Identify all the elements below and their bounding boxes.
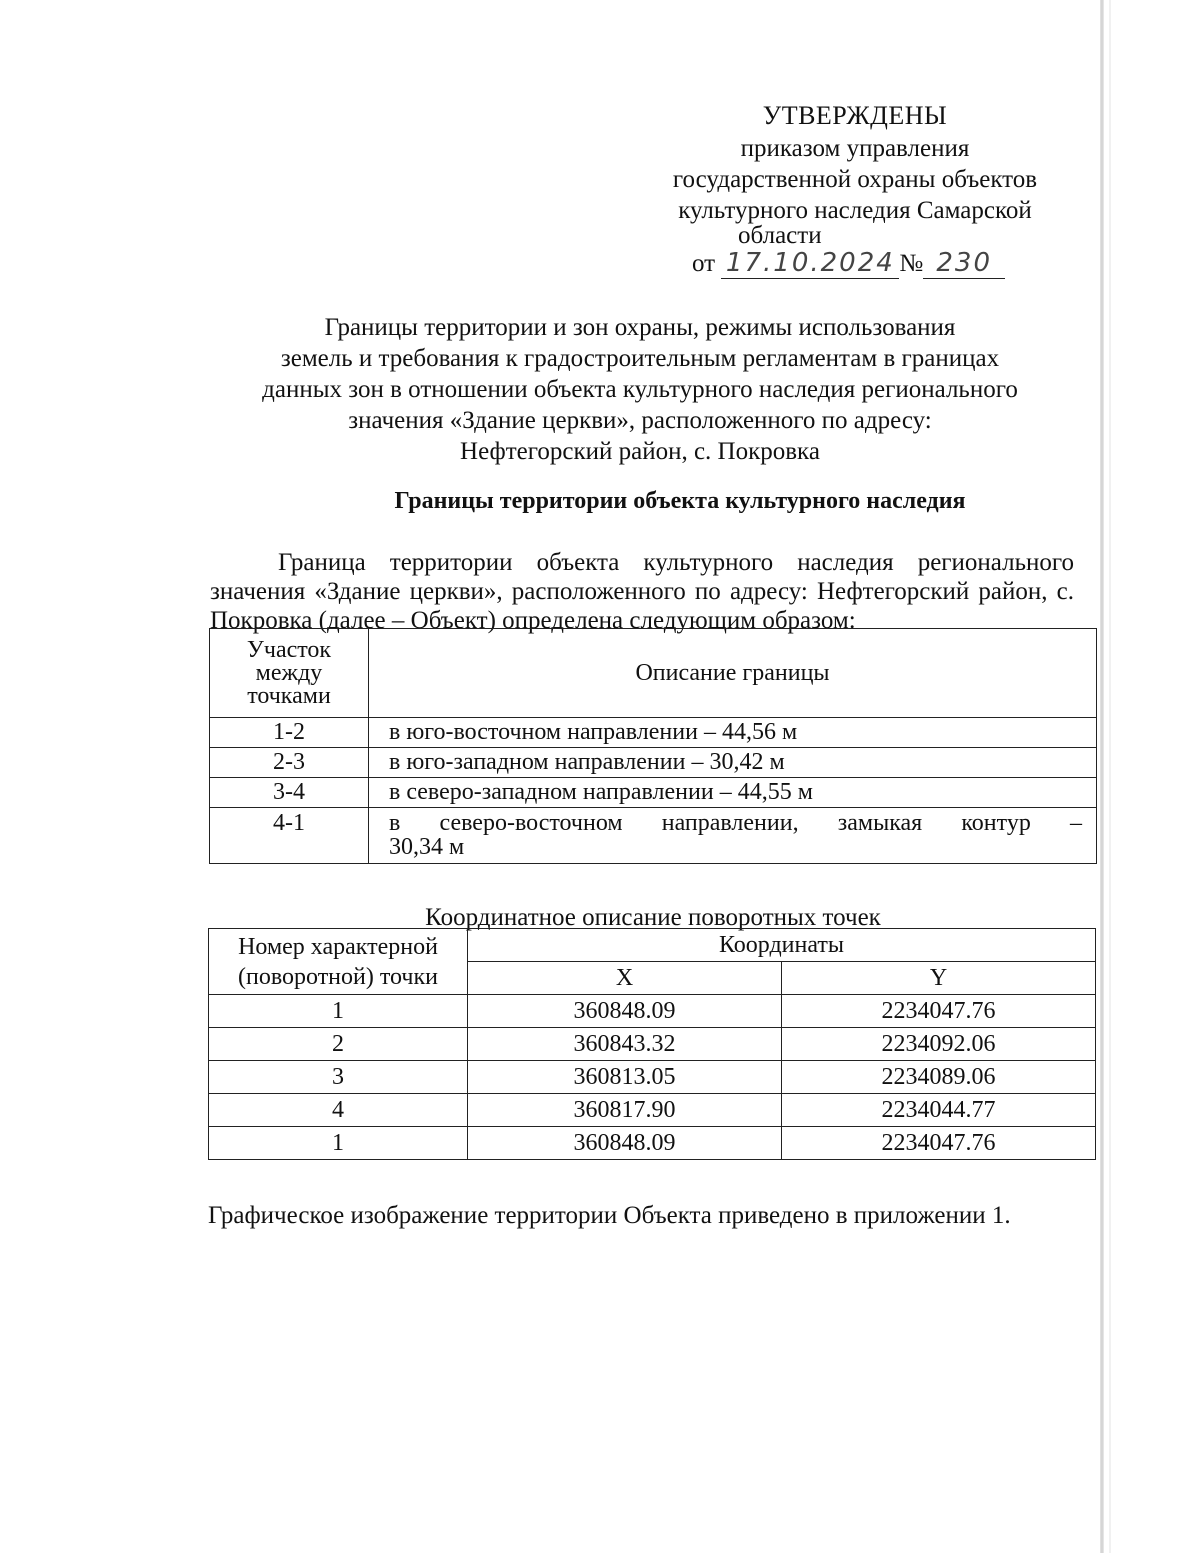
footer-note: Графическое изображение территории Объекта приведено в приложении 1. bbox=[208, 1202, 1011, 1229]
y-cell: 2234044.77 bbox=[782, 1094, 1096, 1127]
coordinates-table bbox=[208, 928, 1096, 1160]
heading-line-5: Нефтегорский район, с. Покровка bbox=[460, 438, 820, 465]
approval-line-2: государственной охраны объектов bbox=[672, 166, 1038, 193]
coords-caption: Координатное описание поворотных точек bbox=[425, 904, 881, 931]
description-cell: в юго-западном направлении – 30,42 м bbox=[369, 748, 1097, 778]
segment-cell: 2-3 bbox=[210, 748, 369, 778]
table-row bbox=[210, 778, 1097, 808]
table-row bbox=[210, 748, 1097, 778]
approval-line-3: культурного наследия Самарской bbox=[678, 197, 1032, 224]
heading-line-1: Границы территории и зон охраны, режимы использования bbox=[324, 314, 956, 341]
boundary-table bbox=[209, 628, 1097, 864]
header-x: X bbox=[468, 962, 782, 995]
approval-block bbox=[650, 100, 1060, 249]
header-segment-line-2: между bbox=[255, 659, 323, 686]
header-coordinates: Координаты bbox=[468, 929, 1096, 962]
intro-paragraph-text: Граница территории объекта культурного наследия регионального значения «Здание церкви», расположенного по адресу: Нефтегорский район, с. Покровка (далее – Объект) определена следующим образом: bbox=[210, 549, 1074, 634]
approval-line-1: приказом управления bbox=[740, 135, 970, 162]
y-cell: 2234047.76 bbox=[782, 1127, 1096, 1160]
header-segment-line-3: точками bbox=[247, 682, 331, 709]
point-cell: 1 bbox=[209, 1127, 468, 1160]
table-row bbox=[210, 718, 1097, 748]
order-number-label: № bbox=[899, 250, 924, 277]
description-line-1: в северо-восточном направлении, замыкая контур – bbox=[389, 810, 1082, 836]
table-row bbox=[209, 1094, 1096, 1127]
coords-header-row bbox=[209, 929, 1096, 962]
boundary-table-header bbox=[210, 629, 1097, 718]
point-cell: 3 bbox=[209, 1061, 468, 1094]
intro-paragraph bbox=[210, 548, 1074, 635]
header-y: Y bbox=[782, 962, 1096, 995]
header-point-line-2: (поворотной) точки bbox=[238, 963, 438, 990]
description-line-2: 30,34 м bbox=[389, 834, 465, 860]
order-number-handwritten: 230 bbox=[923, 248, 1005, 279]
heading-line-2: земель и требования к градостроительным регламентам в границах bbox=[280, 345, 1000, 372]
segment-cell: 4-1 bbox=[210, 808, 369, 864]
heading-line-4: значения «Здание церкви», расположенного по адресу: bbox=[348, 407, 932, 434]
header-point-line-1: Номер характерной bbox=[238, 933, 438, 960]
header-point-number bbox=[209, 929, 468, 995]
y-cell: 2234047.76 bbox=[782, 995, 1096, 1028]
point-cell: 1 bbox=[209, 995, 468, 1028]
approval-line-4: области bbox=[738, 222, 822, 249]
header-description: Описание границы bbox=[369, 629, 1097, 718]
x-cell: 360817.90 bbox=[468, 1094, 782, 1127]
order-line bbox=[692, 248, 1005, 279]
y-cell: 2234089.06 bbox=[782, 1061, 1096, 1094]
segment-cell: 3-4 bbox=[210, 778, 369, 808]
approval-title: УТВЕРЖДЕНЫ bbox=[762, 101, 948, 130]
document-heading bbox=[240, 312, 1040, 467]
heading-line-3: данных зон в отношении объекта культурного наследия регионального bbox=[262, 376, 1018, 403]
order-from-label: от bbox=[692, 250, 716, 277]
section-title: Границы территории объекта культурного наследия bbox=[394, 488, 966, 514]
x-cell: 360848.09 bbox=[468, 1127, 782, 1160]
point-cell: 2 bbox=[209, 1028, 468, 1061]
table-row bbox=[209, 1127, 1096, 1160]
table-row bbox=[210, 808, 1097, 864]
x-cell: 360813.05 bbox=[468, 1061, 782, 1094]
scan-edge bbox=[1100, 0, 1104, 1553]
table-row bbox=[209, 995, 1096, 1028]
header-segment-line-1: Участок bbox=[246, 636, 332, 663]
order-date-handwritten: 17.10.2024 bbox=[721, 248, 899, 279]
description-cell bbox=[369, 808, 1097, 864]
scan-edge-shadow bbox=[1109, 0, 1111, 1553]
description-cell: в северо-западном направлении – 44,55 м bbox=[369, 778, 1097, 808]
header-segment bbox=[210, 629, 369, 718]
x-cell: 360843.32 bbox=[468, 1028, 782, 1061]
segment-cell: 1-2 bbox=[210, 718, 369, 748]
y-cell: 2234092.06 bbox=[782, 1028, 1096, 1061]
x-cell: 360848.09 bbox=[468, 995, 782, 1028]
point-cell: 4 bbox=[209, 1094, 468, 1127]
table-row bbox=[209, 1028, 1096, 1061]
description-cell: в юго-восточном направлении – 44,56 м bbox=[369, 718, 1097, 748]
table-row bbox=[209, 1061, 1096, 1094]
